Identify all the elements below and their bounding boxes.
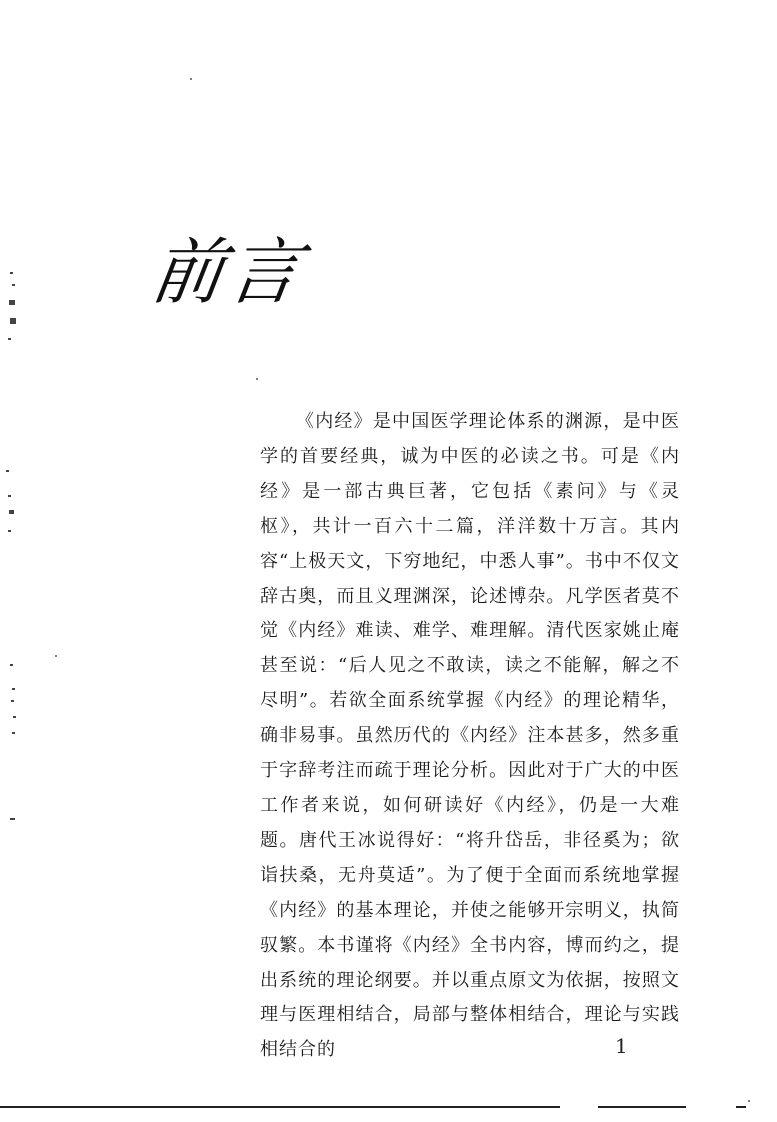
scan-mark <box>11 700 14 702</box>
preface-heading: 前言 <box>146 230 310 314</box>
scan-mark <box>10 818 15 820</box>
scan-mark <box>6 470 9 472</box>
scan-mark <box>9 510 14 514</box>
scan-mark <box>10 318 16 324</box>
bottom-rule <box>0 1106 560 1108</box>
scan-mark <box>9 300 15 305</box>
scan-mark <box>8 338 11 340</box>
preface-paragraph: 《内经》是中国医学理论体系的渊源，是中医学的首要经典，诚为中医的必读之书。可是《内经》是一部古典巨著，它包括《素问》与《灵枢》，共计一百六十二篇，洋洋数十万言。其内容“上极天文，下穷地纪，中悉人事”。书中不仅文辞古奥，而且义理渊深，论述博杂。凡学医者莫不觉《内经》难读、难学、难理解。清代医家姚止庵甚至说：“后人见之不敢读，读之不能解，解之不尽明”。若欲全面系统掌握《内经》的理论精华，确非易事。虽然历代的《内经》注本甚多，然多重于字辞考注而疏于理论分析。因此对于广大的中医工作者来说，如何研读好《内经》，仍是一大难题。唐代王冰说得好：“将升岱岳，非径奚为；欲诣扶桑，无舟莫适”。为了便于全面而系统地掌握《内经》的基本理论，并使之能够开宗明义，执简驭繁。本书谨将《内经》全书内容，博而约之，提出系统的理论纲要。并以重点原文为依据，按照文理与医理相结合，局部与整体相结合，理论与实践相结合的 <box>260 411 680 1061</box>
scan-mark <box>12 688 15 690</box>
bottom-rule <box>736 1106 746 1108</box>
scan-mark <box>8 495 11 497</box>
page-number: 1 <box>615 1034 628 1058</box>
body-text <box>260 405 680 1068</box>
scan-mark <box>10 664 13 666</box>
bottom-rule <box>598 1106 686 1108</box>
scan-mark <box>12 284 15 286</box>
scan-dot <box>748 1100 750 1102</box>
scan-dot <box>256 378 258 380</box>
scan-mark <box>8 530 11 532</box>
scan-mark <box>10 272 13 274</box>
scan-mark <box>13 716 16 718</box>
scan-mark <box>12 732 15 734</box>
scan-dot <box>55 655 57 657</box>
scan-dot <box>190 78 192 80</box>
